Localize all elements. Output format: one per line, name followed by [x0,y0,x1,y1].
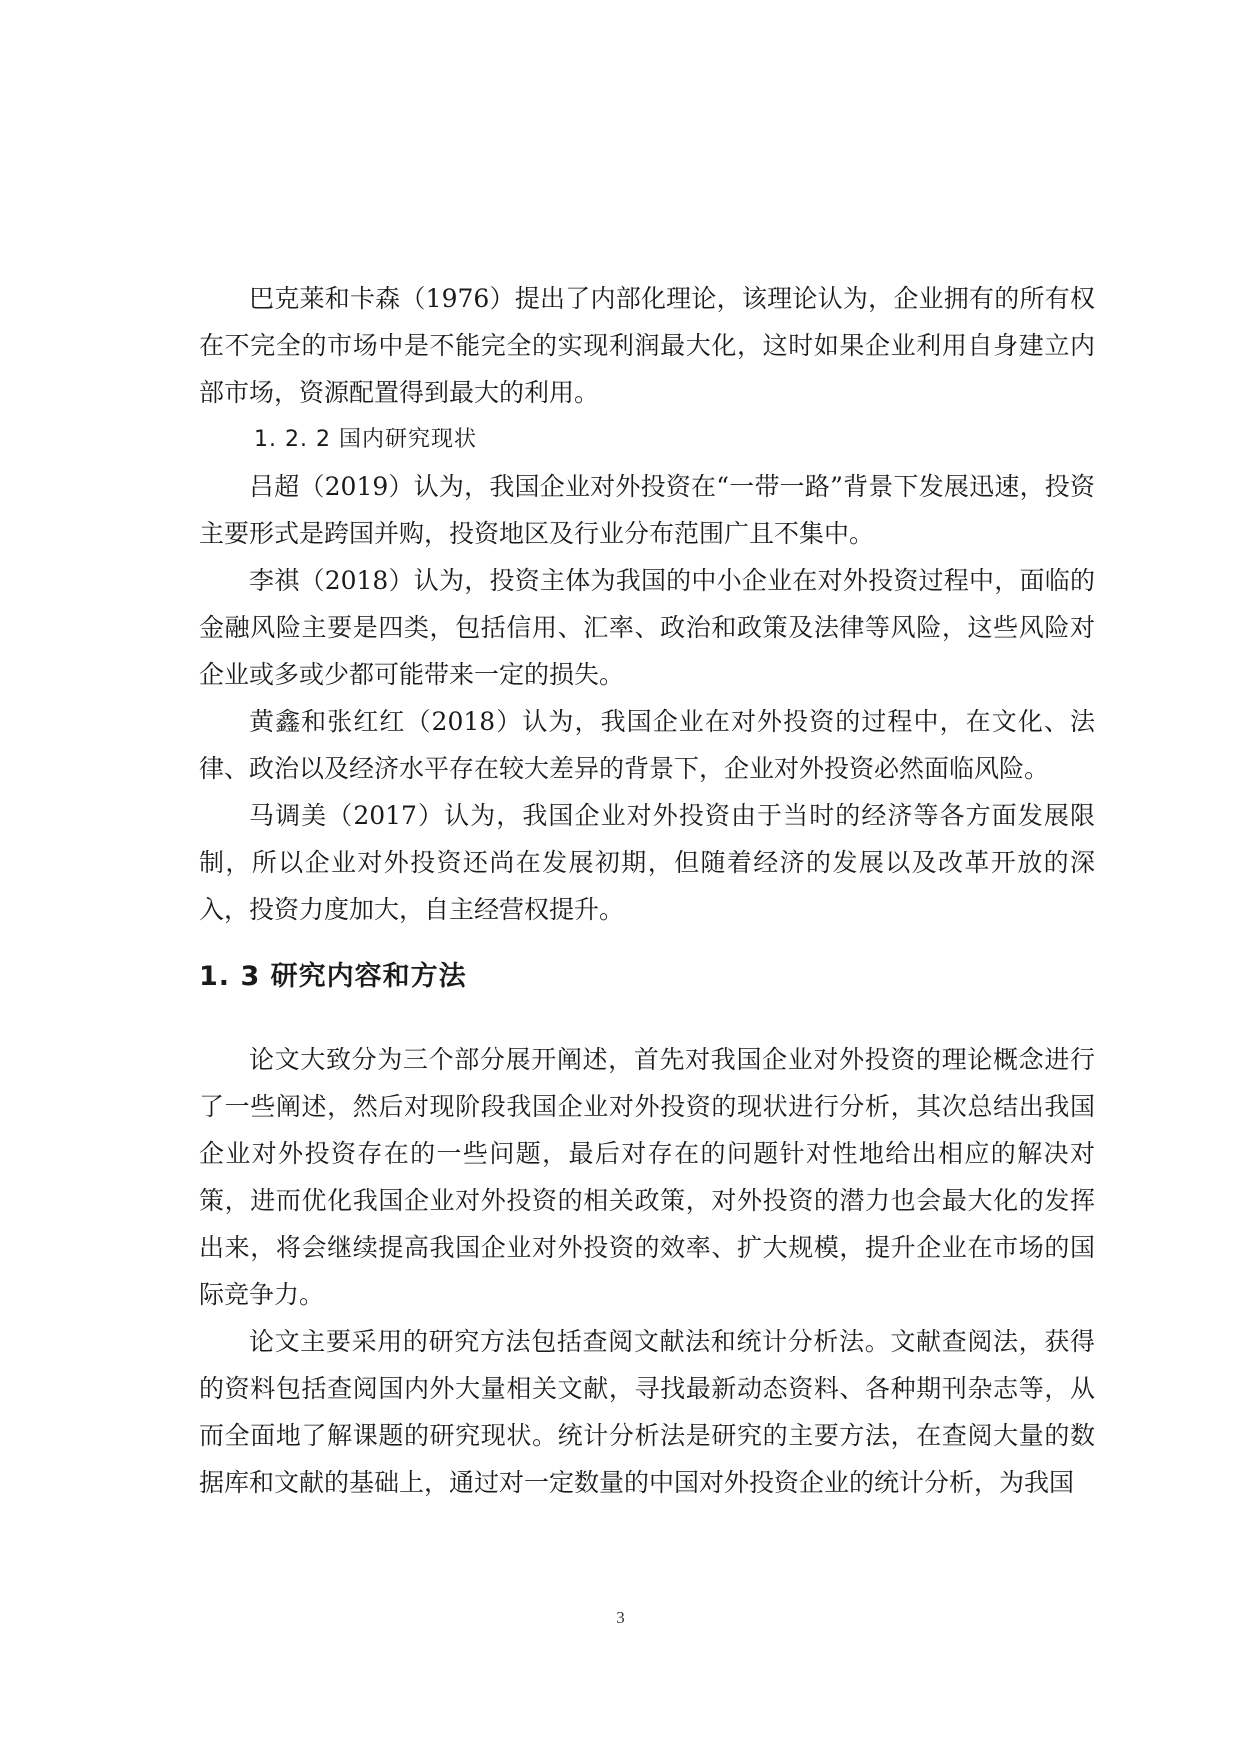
subsection-heading-domestic-research: 1. 2. 2 国内研究现状 [254,427,477,452]
page-number: 3 [616,1608,625,1627]
page-content [199,275,1095,1506]
paragraph-research-methods: 论文主要采用的研究方法包括查阅文献法和统计分析法。文献查阅法，获得的资料包括查阅国内外大量相关文献，寻找最新动态资料、各种期刊杂志等，从而全面地了解课题的研究现状。统计分析法是研究的主要方法，在查阅大量的数据库和文献的基础上，通过对一定数量的中国对外投资企业的统计分析，为我国 [199,1327,1095,1497]
paragraph-lv-chao: 吕超（2019）认为，我国企业对外投资在“一带一路”背景下发展迅速，投资主要形式是跨国并购，投资地区及行业分布范围广且不集中。 [199,472,1095,548]
paragraph-ma-tiaomei: 马调美（2017）认为，我国企业对外投资由于当时的经济等各方面发展限制，所以企业对外投资还尚在发展初期，但随着经济的发展以及改革开放的深入，投资力度加大，自主经营权提升。 [199,801,1095,924]
paragraph-paper-structure: 论文大致分为三个部分展开阐述，首先对我国企业对外投资的理论概念进行了一些阐述，然后对现阶段我国企业对外投资的现状进行分析，其次总结出我国企业对外投资存在的一些问题，最后对存在的问题针对性地给出相应的解决对策，进而优化我国企业对外投资的相关政策，对外投资的潜力也会最大化的发挥出来，将会继续提高我国企业对外投资的效率、扩大规模，提升企业在市场的国际竞争力。 [199,1045,1095,1309]
paragraph-huang-xin-zhang-honghong: 黄鑫和张红红（2018）认为，我国企业在对外投资的过程中，在文化、法律、政治以及经济水平存在较大差异的背景下，企业对外投资必然面临风险。 [199,707,1095,783]
section-heading-research-content-methods: 1. 3 研究内容和方法 [199,961,467,992]
paragraph-internalization-theory: 巴克莱和卡森（1976）提出了内部化理论，该理论认为，企业拥有的所有权在不完全的市场中是不能完全的实现利润最大化，这时如果企业利用自身建立内部市场，资源配置得到最大的利用。 [199,284,1095,407]
paragraph-li-qi: 李祺（2018）认为，投资主体为我国的中小企业在对外投资过程中，面临的金融风险主要是四类，包括信用、汇率、政治和政策及法律等风险，这些风险对企业或多或少都可能带来一定的损失。 [199,566,1095,689]
